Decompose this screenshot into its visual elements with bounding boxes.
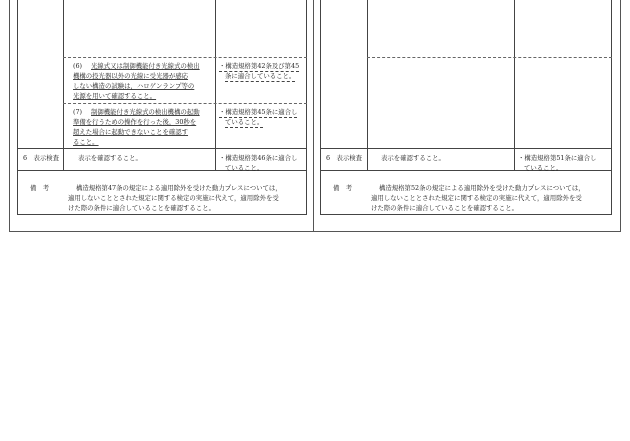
item7-number: (7) [73,108,83,116]
item6-line-2: 機構の投光器以外の光線に受光器が感応 [73,72,189,80]
right-inspection-table [320,0,612,215]
left-dash-top [63,57,307,58]
right-row-line-bottom [321,214,612,215]
left-display-standard-2: ていること。 [225,164,264,172]
left-dash-mid [63,103,307,104]
right-remarks-line-1: 構造規格第52条の規定による適用除外を受けた動力プレスについては， [379,184,585,192]
item6-standard-2: 条に適合していること。 [225,72,296,80]
item6-line-1: 光線式又は制御機能付き光線式の検出 [91,62,200,70]
right-display-label: 6 表示検査 [326,154,363,162]
item7-standard-2: ていること。 [225,118,264,126]
left-remarks-line-1: 構造規格第47条の規定による適用除外を受けた動力プレスについては， [76,184,282,192]
item7-line-2: 準備を行うための操作を行った後，30秒を [73,118,197,126]
right-col-line-1 [367,0,368,170]
item7-line-3: 超えた場合に起動できないことを確認す [73,128,189,136]
left-display-label: 6 表示検査 [23,154,60,162]
left-row-line-bottom [18,214,307,215]
item6-number: (6) [73,62,83,70]
left-col-line-2 [215,0,216,170]
right-row-line-remarks [321,170,612,171]
left-remarks-line-3: けた際の条件に適合していることを確認すること。 [68,204,215,212]
right-remarks-label: 備 考 [333,184,353,192]
right-display-method: 表示を確認すること。 [381,154,445,162]
item6-line-3: しない構造の試験は，ハロゲンランプ等の [73,82,195,90]
left-inspection-table [17,0,307,215]
item6-line-4: 光源を用いて確認すること。 [73,92,157,100]
right-row-line-display [321,148,612,149]
left-row-line-display [18,148,307,149]
left-remarks-label: 備 考 [30,184,50,192]
left-display-standard-1: ・構造規格第46条に適合し [219,154,298,162]
item6-standard-1: ・構造規格第42条及び第45 [219,62,300,70]
left-row-line-remarks [18,170,307,171]
item7-line-1: 制御機能付き光線式の検出機構の起動 [91,108,200,116]
right-dash-top [367,57,612,58]
column-divider [313,0,314,232]
right-display-standard-2: ていること。 [524,164,563,172]
left-col-line-1 [63,0,64,170]
right-col-line-2 [514,0,515,170]
left-remarks-line-2: 適用しないこととされた規定に関する検定の実施に代えて，適用除外を受 [68,194,279,202]
left-display-method: 表示を確認すること。 [78,154,142,162]
right-remarks-line-3: けた際の条件に適合していることを確認すること。 [371,204,518,212]
item7-line-4: ること。 [73,138,99,146]
item7-standard-1: ・構造規格第45条に適合し [219,108,298,116]
right-remarks-line-2: 適用しないこととされた規定に関する検定の実施に代えて，適用除外を受 [371,194,582,202]
right-display-standard-1: ・構造規格第51条に適合し [518,154,597,162]
